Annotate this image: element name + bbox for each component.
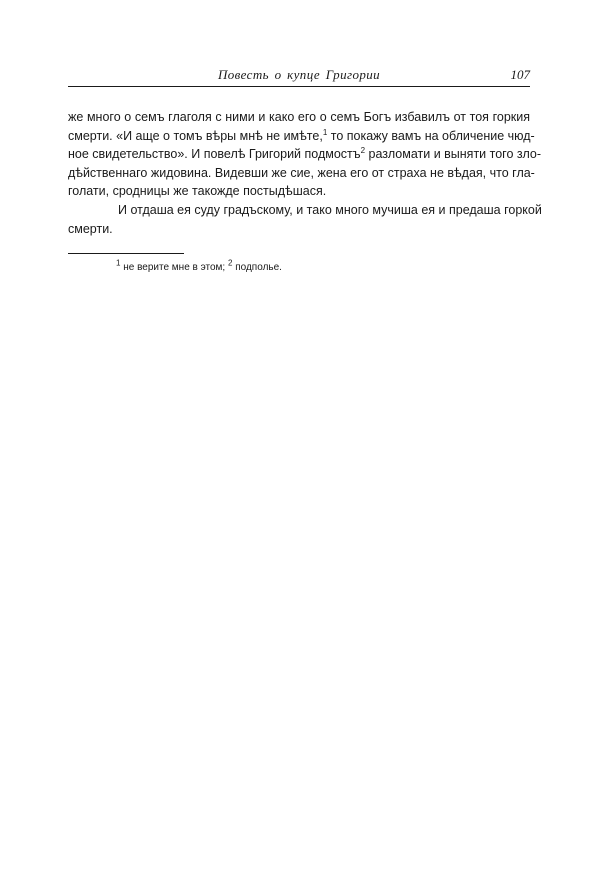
footnote-marker-1: 1 xyxy=(116,258,121,268)
text-line: голати, сродницы же такожде постыдѣшася. xyxy=(68,184,327,199)
text-line: смерти. xyxy=(68,221,113,236)
text-line: ное свидетельство». И повелѣ Григорий подмостъ$^2$ разломати и выняти того зло- xyxy=(68,146,542,162)
footnote-divider xyxy=(68,253,184,254)
text-line: И отдаша ея суду градъскому, и тако много мучиша ея и предаша горкой xyxy=(118,202,542,217)
text-line: дѣйственнаго жидовина. Видевши же сие, жена его от страха не вѣдая, что гла- xyxy=(68,165,535,180)
footnotes xyxy=(116,258,282,273)
footnote-marker-2: 2 xyxy=(227,258,233,268)
footnote-ref-1: 1 xyxy=(322,127,328,137)
footnote-text-1: не верите мне в этом; xyxy=(120,262,228,273)
footnote-text-2: подполье. xyxy=(232,262,282,273)
running-title: Повесть о купце Григории xyxy=(217,67,381,82)
running-header xyxy=(68,66,530,87)
footnote-ref-2: 2 xyxy=(360,146,366,156)
page-number: 107 xyxy=(510,67,530,82)
main-text xyxy=(68,108,542,238)
text-line: смерти. «И аще о томъ вѣры мнѣ не имѣте,$^1$ то покажу вамъ на обличение чюд- xyxy=(68,127,535,143)
text-line: же много о семъ глаголя с ними и како его о семъ Богъ избавилъ от тоя горкия xyxy=(68,110,530,124)
